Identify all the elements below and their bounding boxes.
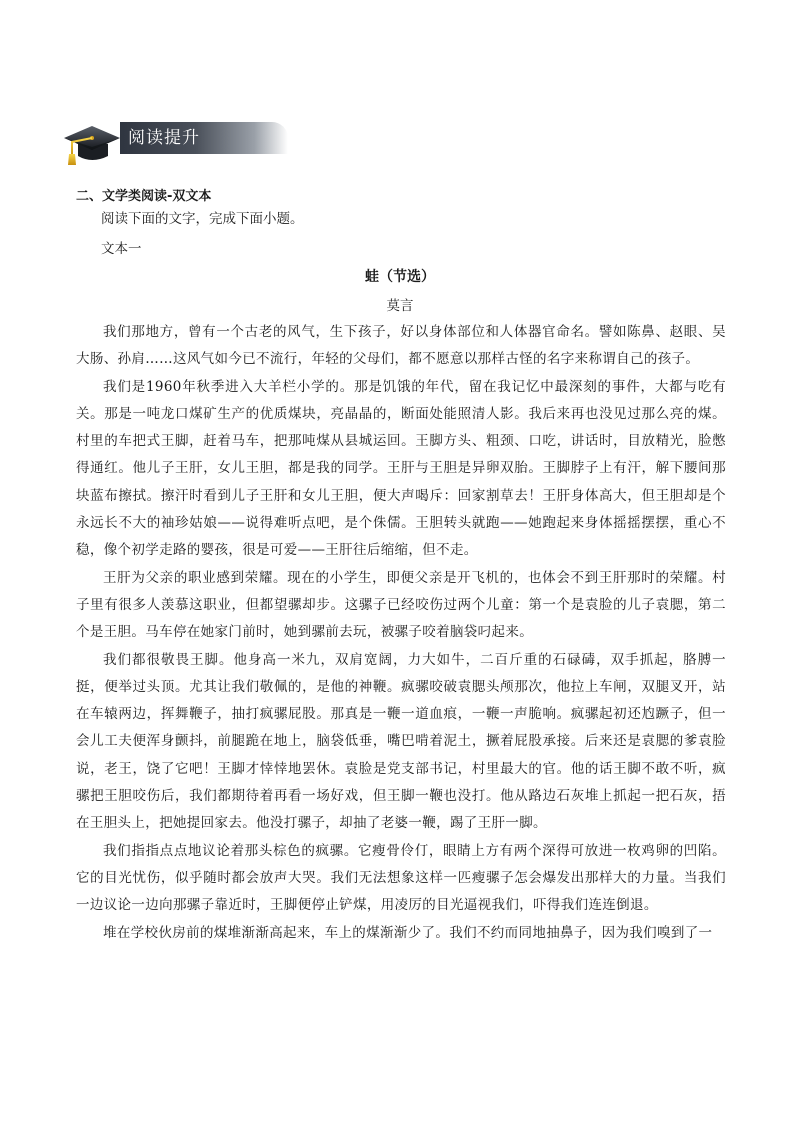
section-title: 二、文学类阅读-双文本: [76, 189, 212, 204]
paragraph: 堆在学校伙房前的煤堆渐渐高起来，车上的煤渐渐少了。我们不约而同地抽鼻子，因为我们嗅到了一: [103, 924, 713, 941]
graduation-cap-icon: [62, 118, 122, 168]
paragraph: 王肝为父亲的职业感到荣耀。现在的小学生，即便父亲是开飞机的，也体会不到王肝那时的荣耀。村子里有很多人羡慕这职业，但都望骡却步。这骡子已经咬伤过两个儿童：第一个是袁脸的儿子袁腮，第二个是王胆。马车停在她家门前时，她到骡前去玩，被骡子咬着脑袋叼起来。: [76, 569, 726, 641]
paragraph: 我们是1960年秋季进入大羊栏小学的。那是饥饿的年代，留在我记忆中最深刻的事件，大都与吃有关。那是一吨龙口煤矿生产的优质煤块，亮晶晶的，断面处能照清人影。我后来再也没见过那么亮的煤。村里的车把式王脚，赶着马车，把那吨煤从县城运回。王脚方头、粗颈、口吃，讲话时，目放精光，脸憋得通红。他儿子王肝，女儿王胆，都是我的同学。王肝与王胆是异卵双胎。王脚脖子上有汗，解下腰间那块蓝布擦拭。擦汗时看到儿子王肝和女儿王胆，便大声喝斥：回家割草去！王肝身体高大，但王胆却是个永远长不大的袖珍姑娘——说得难听点吧，是个侏儒。王胆转头就跑——她跑起来身体摇摇摆摆，重心不稳，像个初学走路的婴孩，很是可爱——王肝往后缩缩，但不走。: [76, 378, 726, 559]
section-banner: [62, 118, 288, 168]
article-title: 蛙（节选）: [365, 269, 435, 285]
paragraph: 我们那地方，曾有一个古老的风气，生下孩子，好以身体部位和人体器官命名。譬如陈鼻、赵眼、吴大肠、孙肩……这风气如今已不流行，年轻的父母们，都不愿意以那样古怪的名字来称谓自己的孩子。: [76, 324, 726, 368]
instruction-text: 阅读下面的文字，完成下面小题。: [101, 211, 304, 227]
text-label: 文本一: [101, 241, 142, 257]
banner-title: 阅读提升: [128, 128, 200, 148]
article-author: 莫言: [386, 298, 414, 314]
paragraph: 我们指指点点地议论着那头棕色的疯骡。它瘦骨伶仃，眼睛上方有两个深得可放进一枚鸡卵的凹陷。它的目光忧伤，似乎随时都会放声大哭。我们无法想象这样一匹瘦骡子怎会爆发出那样大的力量。当我们一边议论一边向那骡子靠近时，王脚便停止铲煤，用凌厉的目光逼视我们，吓得我们连连倒退。: [76, 842, 726, 914]
paragraph: 我们都很敬畏王脚。他身高一米九，双肩宽阔，力大如牛，二百斤重的石碌碡，双手抓起，胳膊一挺，便举过头顶。尤其让我们敬佩的，是他的神鞭。疯骡咬破袁腮头颅那次，他拉上车闸，双腿叉开，站在车辕两边，挥舞鞭子，抽打疯骡屁股。那真是一鞭一道血痕，一鞭一声脆响。疯骡起初还尥蹶子，但一会儿工夫便浑身颤抖，前腿跪在地上，脑袋低垂，嘴巴啃着泥土，撅着屁股承接。后来还是袁腮的爹袁脸说，老王，饶了它吧！王脚才悻悻地罢休。袁脸是党支部书记，村里最大的官。他的话王脚不敢不听，疯骡把王胆咬伤后，我们都期待着再看一场好戏，但王脚一鞭也没打。他从路边石灰堆上抓起一把石灰，捂在王胆头上，把她提回家去。他没打骡子，却抽了老婆一鞭，踢了王肝一脚。: [76, 651, 726, 832]
article-body: [76, 319, 726, 947]
